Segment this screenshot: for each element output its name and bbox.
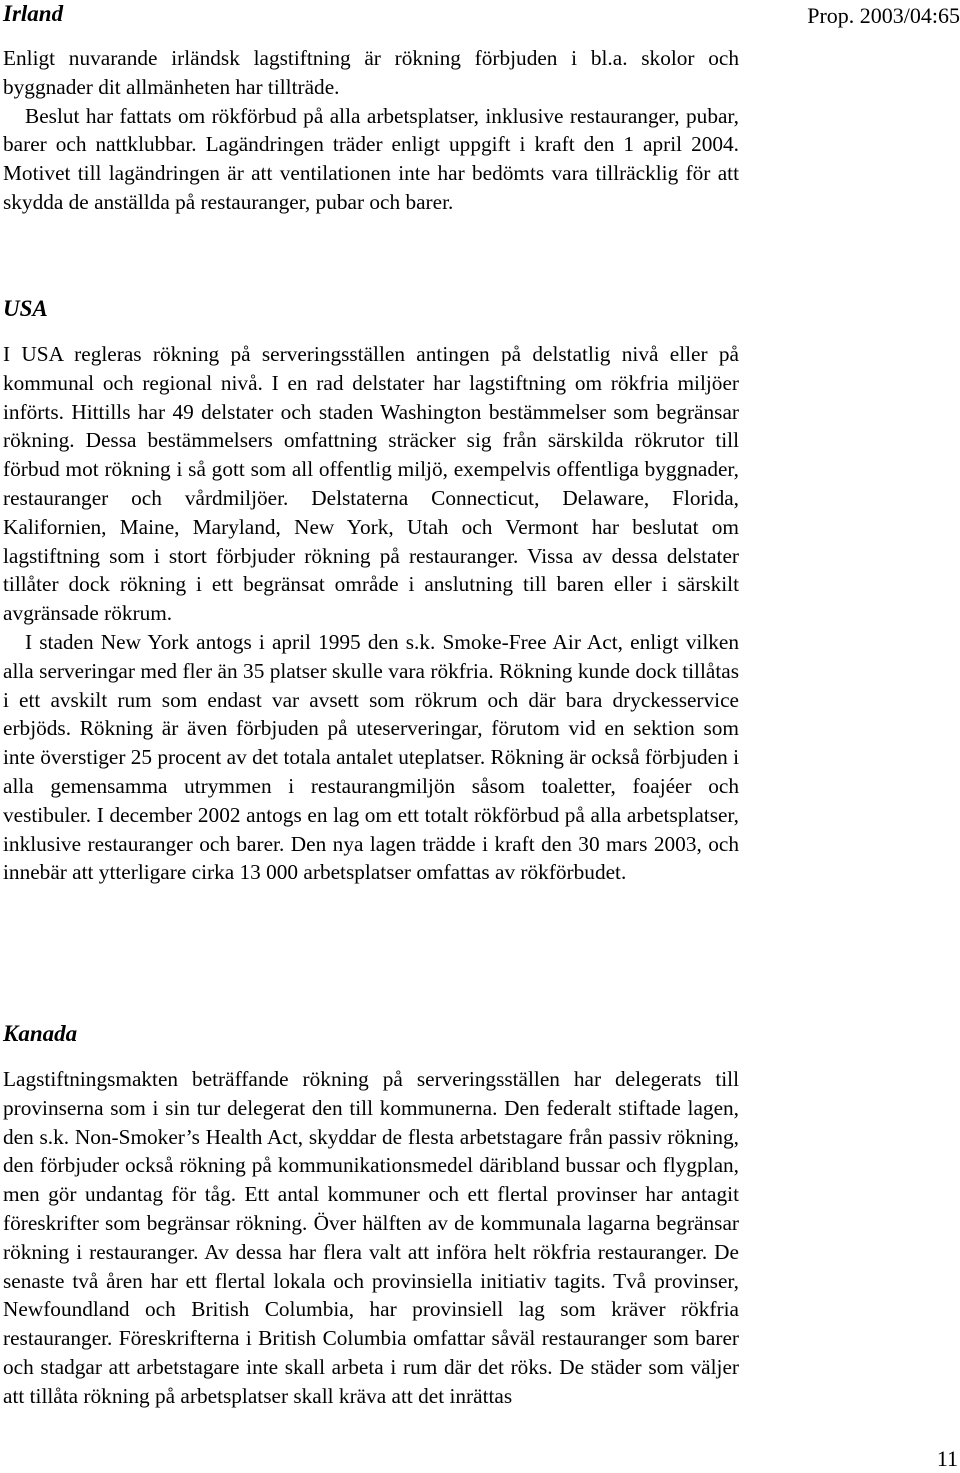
section-usa	[3, 295, 739, 887]
section-irland	[3, 0, 739, 217]
section-title-kanada: Kanada	[3, 1021, 78, 1046]
paragraph: Enligt nuvarande irländsk lagstiftning är rökning förbjuden i bl.a. skolor och byggnader dit allmänheten har tillträde.	[3, 46, 739, 99]
paragraph: I USA regleras rökning på serveringsställen antingen på delstatlig nivå eller på kommunal och regional nivå. I en rad delstater har lagstiftning om rökfria miljöer införts. Hittills har 49 delstater och staden Washington bestämmelser som begränsar rökning. Dessa bestämmelsers omfattning sträcker sig från särskilda rökrutor till förbud mot rökning i så gott som all offentlig miljö, exempelvis offentliga byggnader, restauranger och vårdmiljöer. Delstaterna Connecticut, Delaware, Florida, Kalifornien, Maine, Maryland, New York, Utah och Vermont har beslutat om lagstiftning som i stort förbjuder rökning på restauranger. Vissa av dessa delstater tillåter dock rökning i ett begränsat område i anslutning till baren eller i särskilt avgränsade rökrum.	[3, 342, 739, 626]
paragraph: Beslut har fattats om rökförbud på alla arbetsplatser, inklusive restauranger, pubar, barer och nattklubbar. Lagändringen träder enligt uppgift i kraft den 1 april 2004. Motivet till lagändringen är att ventilationen inte har bedömts vara tillräcklig för att skydda de anställda på restauranger, pubar och barer.	[3, 103, 739, 214]
paragraph: Lagstiftningsmakten beträffande rökning på serveringsställen har delegerats till provinserna som i sin tur delegerat den till kommunerna. Den federalt stiftade lagen, den s.k. Non-Smoker’s Health Act, skyddar de flesta arbetstagare från passiv rökning, den förbjuder också rökning på kommunikationsmedel däribland bussar och flygplan, men gör undantag för tåg. Ett antal kommuner och ett flertal provinser har antagit föreskrifter som begränsar rökning. Över hälften av de kommunala lagarna begränsar rökning i restauranger. Av dessa har flera valt att införa helt rökfria restauranger. De senaste två åren har ett flertal lokala och provinsiella initiativ tagits. Två provinser, Newfoundland och British Columbia, har provinsiell lag som kräver rökfria restauranger. Föreskrifterna i British Columbia omfattar såväl restauranger som barer och stadgar att arbetstagare inte skall arbeta i rum där det röks. De städer som väljer att tillåta rökning på arbetsplatser skall kräva att det inrättas	[3, 1067, 739, 1408]
section-kanada	[3, 1020, 739, 1411]
section-title-irland: Irland	[3, 1, 64, 26]
section-title-usa: USA	[3, 296, 48, 321]
page-number: 11	[936, 1446, 958, 1471]
document-reference: Prop. 2003/04:65	[807, 3, 960, 28]
paragraph: I staden New York antogs i april 1995 den s.k. Smoke-Free Air Act, enligt vilken alla serveringar med fler än 35 platser skulle vara rökfria. Rökning kunde dock tillåtas i ett avskilt rum som endast var avsett som rökrum och där bara dryckesservice erbjöds. Rökning är även förbjuden på uteserveringar, förutom vid en sektion som inte överstiger 25 procent av det totala antalet uteplatser. Rökning är också förbjuden i alla gemensamma utrymmen i restaurangmiljön såsom toaletter, foajéer och vestibuler. I december 2002 antogs en lag om ett totalt rökförbud på alla arbetsplatser, inklusive restauranger och barer. Den nya lagen trädde i kraft den 30 mars 2003, och innebär att ytterligare cirka 13 000 arbetsplatser omfattas av rökförbudet.	[3, 629, 739, 885]
